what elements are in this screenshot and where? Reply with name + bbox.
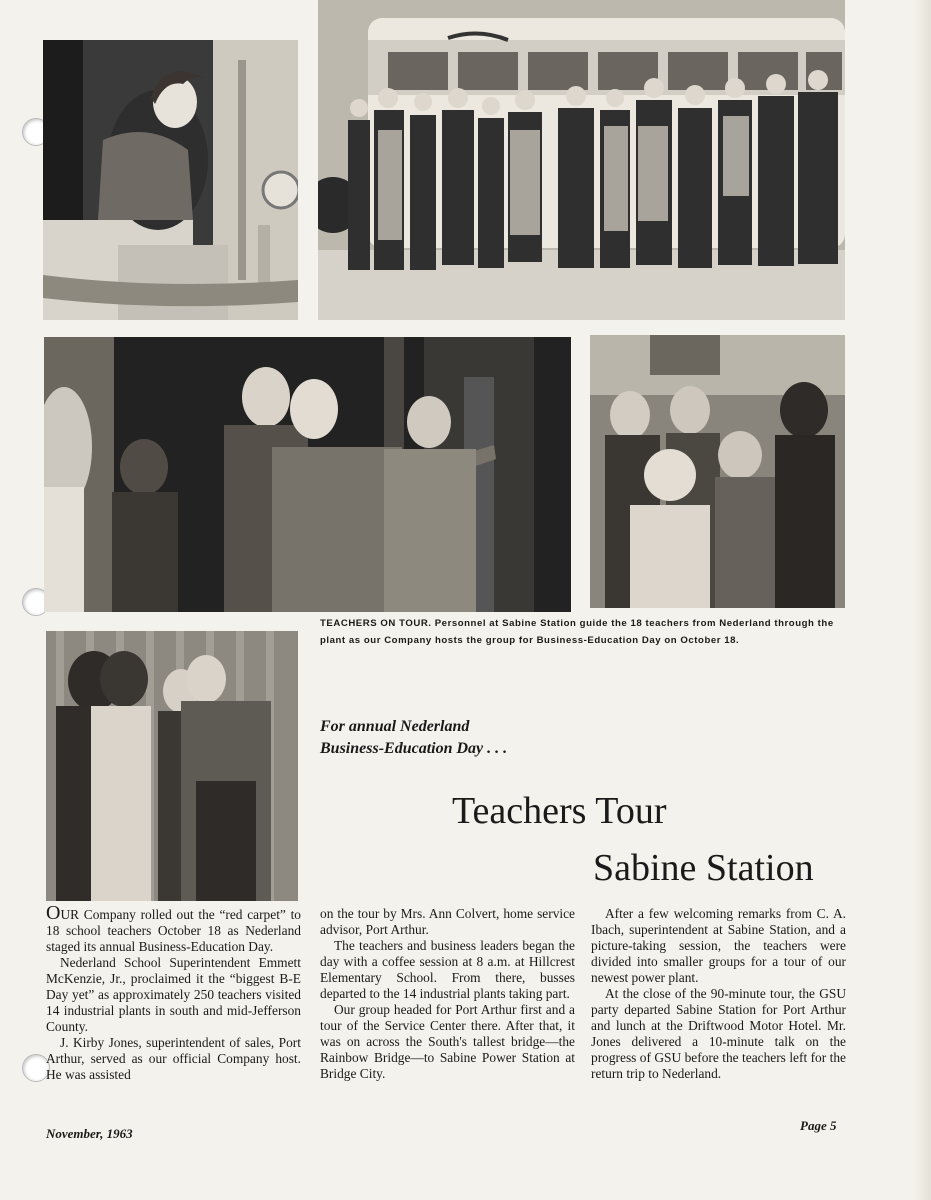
photo-caption xyxy=(320,615,848,649)
paragraph: At the close of the 90-minute tour, the GSU party departed Sabine Station for Port Arthur and lunch at the Driftwood Motor Hotel. Mr. Jones delivered a 10-minute talk on the progress of GSU before the teachers left for the return trip to Nederland. xyxy=(591,986,846,1081)
photo-woman-at-equipment xyxy=(43,40,298,320)
caption-text: Personnel at Sabine Station guide the 18 teachers from Nederland through the plant as our Company hosts the group for Business-Education Day on October 18. xyxy=(320,618,834,646)
page-edge-shadow xyxy=(913,0,931,1200)
paragraph-text: UR Company rolled out the “red carpet” to 18 school teachers October 18 as Nederland staged its annual Business-Education Day. xyxy=(46,907,301,954)
drop-cap: O xyxy=(46,902,61,924)
paragraph: J. Kirby Jones, superintendent of sales, Port Arthur, served as our official Company host. He was assisted xyxy=(46,1035,301,1082)
article-column-3 xyxy=(591,906,846,1082)
paragraph: Nederland School Superintendent Emmett McKenzie, Jr., proclaimed it the “biggest B-E Day yet” as approximately 250 teachers visited 14 industrial plants in south and mid-Jefferson County. xyxy=(46,955,301,1034)
page-number: Page 5 xyxy=(800,1118,837,1133)
kicker-line-2: Business-Education Day . . . xyxy=(320,740,508,757)
article-column-1 xyxy=(46,902,301,1083)
kicker-line-1: For annual Nederland xyxy=(320,718,470,735)
caption-label: TEACHERS ON TOUR. xyxy=(320,618,432,629)
photo-group-discussion xyxy=(590,335,845,608)
paragraph: Our group headed for Port Arthur first and a tour of the Service Center there. After that, it was on across the South's tallest bridge—the Rainbow Bridge—to Sabine Power Station at Bridge City. xyxy=(320,1002,575,1081)
photo-three-people xyxy=(46,631,298,901)
article-column-2 xyxy=(320,906,575,1082)
photo-group-at-bus xyxy=(318,0,845,320)
issue-date: November, 1963 xyxy=(46,1126,133,1141)
paragraph xyxy=(46,902,301,955)
kicker xyxy=(320,716,620,760)
photo-men-in-plant xyxy=(44,337,571,612)
paragraph: After a few welcoming remarks from C. A. Ibach, superintendent at Sabine Station, and a picture-taking session, the teachers were divided into smaller groups for a tour of our newest power plant. xyxy=(591,906,846,985)
headline-line-2: Sabine Station xyxy=(593,847,814,889)
paragraph: on the tour by Mrs. Ann Colvert, home service advisor, Port Arthur. xyxy=(320,906,575,937)
headline-line-1: Teachers Tour xyxy=(452,790,667,832)
paragraph: The teachers and business leaders began the day with a coffee session at 8 a.m. at Hillcrest Elementary School. From there, busses departed to the 14 industrial plants taking part. xyxy=(320,938,575,1001)
